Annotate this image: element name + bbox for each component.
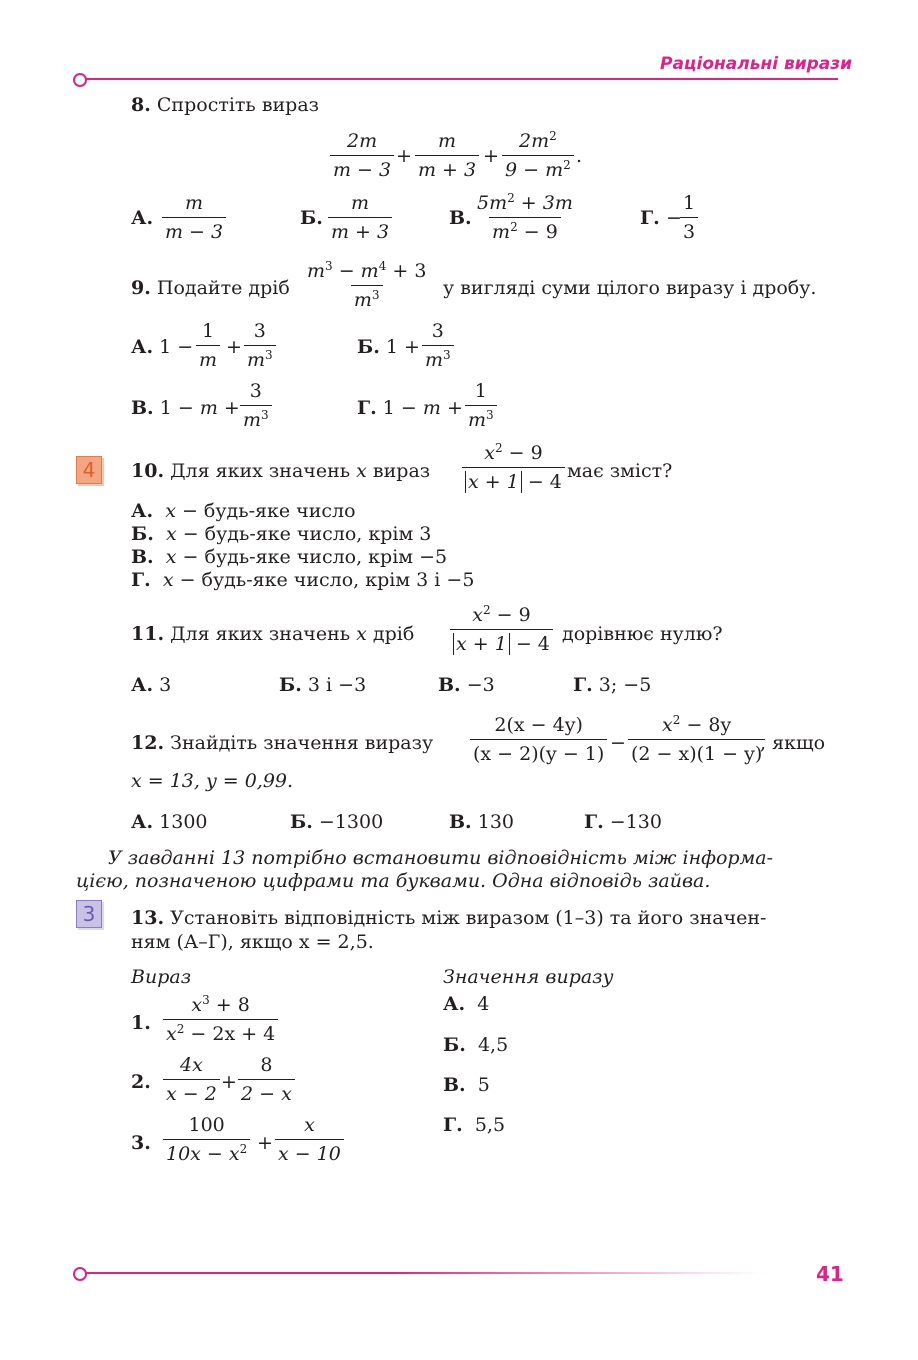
q9-option-a-frac-1: $\frac{1}{m}$ — [196, 322, 220, 370]
task-11-prompt: 11. Для яких значень x дріб — [131, 623, 415, 645]
task-8-prompt — [131, 94, 319, 116]
q9-option-g-frac: $\frac{1}{m^3}$ — [465, 382, 497, 430]
page-number: 41 — [816, 1262, 844, 1286]
footer-rule — [86, 1272, 766, 1274]
expr-2-op: + — [221, 1071, 237, 1093]
q9-option-g[interactable]: Г. 1 − m + — [357, 397, 463, 419]
q8-expr-frac-2: $\frac{m}{m + 3}$ — [415, 132, 479, 180]
task-9-prompt: 9. Подайте дріб — [131, 277, 290, 299]
q9-option-b-frac: $\frac{3}{m^3}$ — [422, 322, 454, 370]
q11-option-b[interactable]: Б. 3 і −3 — [279, 674, 367, 696]
column-head-expression: Вираз — [131, 966, 192, 988]
q8-expr-frac-3: $\frac{2m^2}{9 - m^2}$ — [502, 132, 574, 180]
answer-g[interactable]: Г. 5,5 — [443, 1114, 506, 1136]
q12-option-g[interactable]: Г. −130 — [584, 811, 662, 833]
q8-option-g-label: Г. — [640, 207, 660, 229]
q12-option-a[interactable]: А. 1300 — [131, 811, 208, 833]
q9-option-a-frac-2: $\frac{3}{m^3}$ — [244, 322, 276, 370]
task-10-prompt: 10. Для яких значень x вираз — [131, 460, 431, 482]
header-rule-dot — [73, 73, 87, 87]
expr-3-op: + — [257, 1132, 273, 1154]
q11-option-v[interactable]: В. −3 — [438, 674, 495, 696]
expr-2-frac-1[interactable]: $\frac{4x}{x - 2}$ — [163, 1056, 220, 1104]
q9-option-v[interactable]: В. 1 − m + — [131, 397, 240, 419]
q12-option-b[interactable]: Б. −1300 — [290, 811, 384, 833]
task-13-prompt-line-1: 13. Установіть відповідність між виразом (1–3) та його значен- — [131, 907, 767, 929]
q10-option-b[interactable]: Б. x − будь-яке число, крім 3 — [131, 523, 432, 545]
column-head-value: Значення виразу — [443, 966, 614, 988]
running-header: Раціональні вирази — [660, 54, 853, 74]
instruction-note-line-2: цією, позначеною цифрами та буквами. Одна відповідь зайва. — [76, 870, 711, 892]
q8-option-v-label: В. — [449, 207, 472, 229]
footer-rule-dot — [73, 1267, 87, 1281]
q12-fraction-1: $\frac{2(x - 4y)}{(x - 2)(y - 1)}$ — [470, 716, 607, 764]
task-text: Спростіть вираз — [156, 94, 320, 116]
q8-option-a-label: А. — [131, 207, 154, 229]
q10-option-a[interactable]: А. x − будь-яке число — [131, 500, 356, 522]
q8-option-a[interactable]: $\frac{m}{m - 3}$ — [162, 194, 226, 242]
task-number: 8. — [131, 94, 151, 116]
expr-1-label: 1. — [131, 1012, 151, 1034]
q12-fraction-2: $\frac{x^2 - 8y}{(2 - x)(1 - y)}$ — [628, 716, 765, 764]
task-12-tail: , якщо — [760, 732, 826, 754]
task-9-tail: у вигляді суми цілого виразу і дробу. — [443, 277, 817, 299]
q8-option-v[interactable]: $\frac{5m^2 + 3m}{m^2 - 9}$ — [477, 191, 573, 243]
q9-option-a[interactable]: А. 1 − — [131, 336, 194, 358]
q8-option-g-sign: − — [666, 207, 682, 229]
q10-option-v[interactable]: В. x − будь-яке число, крім −5 — [131, 546, 448, 568]
expr-2-frac-2[interactable]: $\frac{8}{2 - x}$ — [238, 1056, 295, 1104]
q11-option-g[interactable]: Г. 3; −5 — [573, 674, 652, 696]
q10-fraction: $\frac{x^2 - 9}{x + 1 - 4}$ — [462, 444, 565, 492]
expr-3-frac-2[interactable]: $\frac{x}{x - 10}$ — [275, 1116, 344, 1164]
q8-option-b-label: Б. — [300, 207, 323, 229]
difficulty-level-badge: 3 — [76, 900, 102, 928]
difficulty-level-badge: 4 — [76, 456, 102, 484]
answer-a[interactable]: А. 4 — [443, 993, 490, 1015]
answer-b[interactable]: Б. 4,5 — [443, 1034, 509, 1056]
q11-fraction: $\frac{x^2 - 9}{x + 1 - 4}$ — [450, 606, 553, 654]
task-12-prompt: 12. Знайдіть значення виразу — [131, 732, 434, 754]
expr-2-label: 2. — [131, 1071, 151, 1093]
q11-option-a[interactable]: А. 3 — [131, 674, 172, 696]
task-13-prompt-line-2: ням (А–Г), якщо x = 2,5. — [131, 931, 374, 953]
q9-option-v-frac: $\frac{3}{m^3}$ — [240, 382, 272, 430]
expr-1[interactable]: $\frac{x^3 + 8}{x^2 - 2x + 4}$ — [163, 996, 278, 1044]
q9-option-b[interactable]: Б. 1 + — [357, 336, 420, 358]
q12-option-v[interactable]: В. 130 — [449, 811, 514, 833]
task-11-tail: дорівнює нулю? — [562, 623, 723, 645]
instruction-note-line-1: У завданні 13 потрібно встановити відповідність між інформа- — [108, 847, 774, 869]
q12-op: − — [610, 732, 626, 754]
q8-expr-frac-1: $\frac{2m}{m - 3}$ — [330, 132, 394, 180]
q9-fraction: $\frac{m^3 - m^4 + 3}{m^3}$ — [307, 259, 427, 311]
q8-op-1: + — [396, 145, 412, 167]
expr-3-label: 3. — [131, 1132, 151, 1154]
q8-option-b[interactable]: $\frac{m}{m + 3}$ — [328, 194, 392, 242]
task-12-condition: x = 13, y = 0,99. — [131, 770, 294, 792]
expr-3-frac-1[interactable]: $\frac{100}{10x - x^2}$ — [163, 1116, 250, 1164]
q9-option-a-op: + — [226, 336, 242, 358]
task-10-tail: має зміст? — [567, 460, 673, 482]
answer-v[interactable]: В. 5 — [443, 1074, 490, 1096]
q8-op-2: + — [483, 145, 499, 167]
q8-option-g[interactable]: $\frac{1}{3}$ — [680, 194, 698, 242]
q10-option-g[interactable]: Г. x − будь-яке число, крім 3 і −5 — [131, 569, 475, 591]
header-rule — [86, 78, 838, 80]
q8-period: . — [576, 145, 583, 167]
